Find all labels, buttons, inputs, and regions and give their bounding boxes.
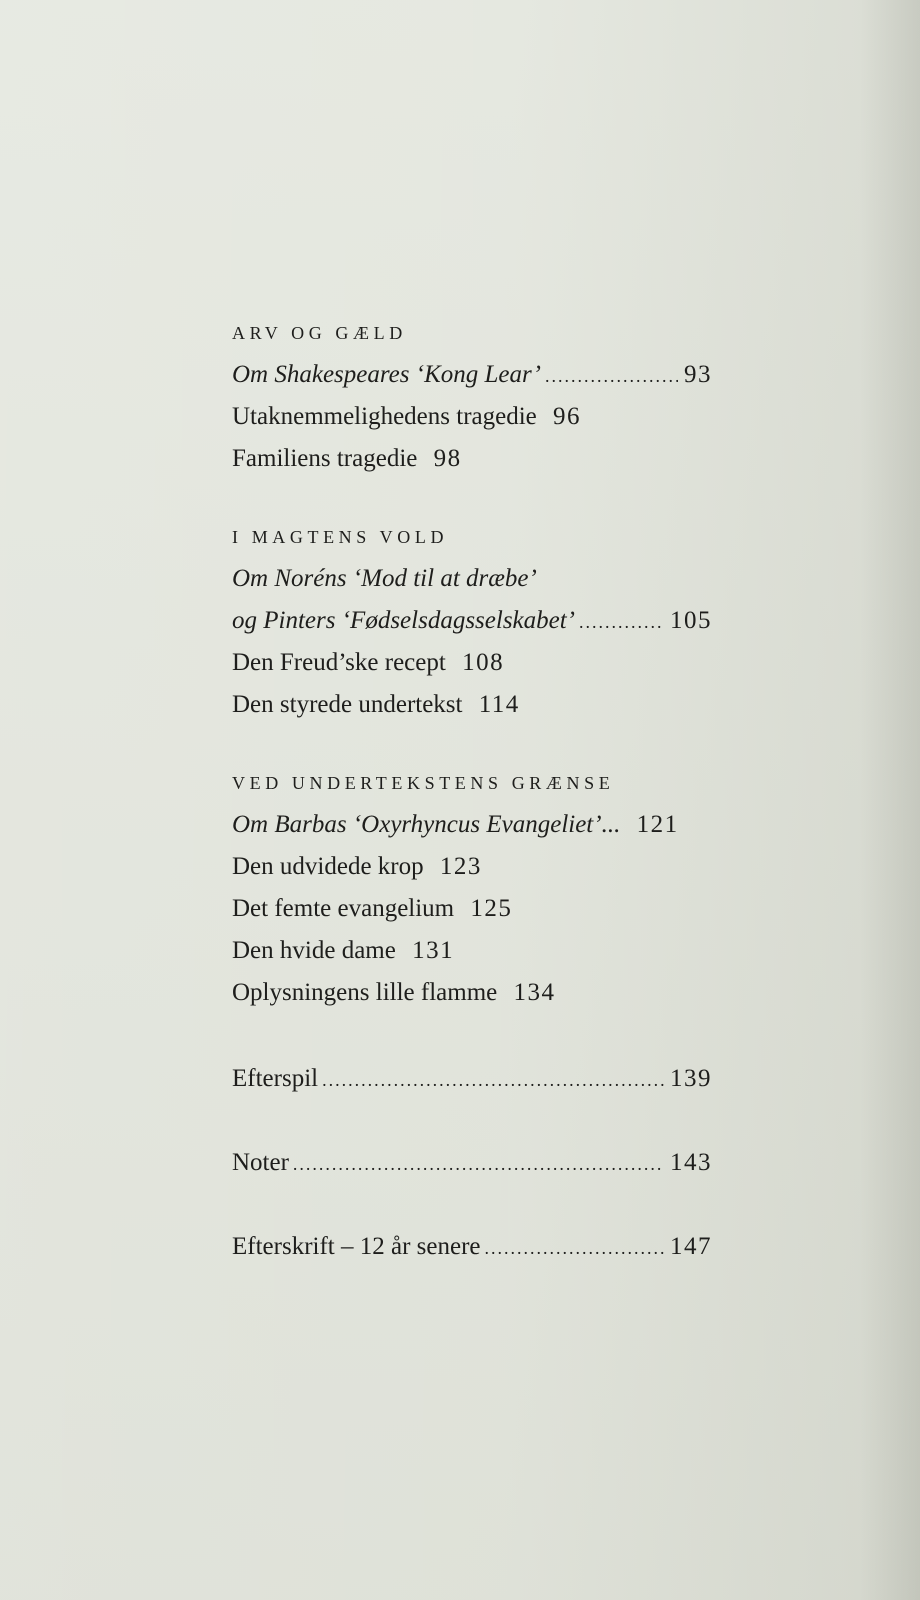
- toc-section-ved-underteksten: [232, 770, 712, 1014]
- entry-title: Efterskrift – 12 år senere: [232, 1233, 481, 1260]
- entry-title: Den styrede undertekst: [232, 691, 463, 718]
- toc-entry: [232, 438, 712, 480]
- page-number: 131: [412, 937, 455, 964]
- page-number: 96: [553, 403, 581, 430]
- entry-title: Efterspil: [232, 1065, 319, 1092]
- page-number: 143: [670, 1149, 712, 1176]
- toc-entry: [232, 930, 712, 972]
- section-heading: VED UNDERTEKSTENS GRÆNSE: [232, 773, 615, 793]
- toc-section-arv-og-gaeld: [232, 320, 712, 480]
- dot-leader: [579, 601, 664, 643]
- entry-title: Om Shakespeares ‘Kong Lear’: [232, 361, 541, 388]
- toc-entry: [232, 558, 712, 600]
- entry-title: Det femte evangelium: [232, 895, 455, 922]
- page-number: 123: [439, 853, 482, 880]
- toc-entry-noter: [232, 1142, 712, 1184]
- dot-leader: [545, 355, 678, 397]
- page-number: 105: [670, 607, 712, 634]
- entry-title: Den Freud’ske recept: [232, 649, 446, 676]
- toc-entry: [232, 972, 712, 1014]
- toc-entry: [232, 846, 712, 888]
- toc-entry: [232, 600, 712, 642]
- entry-title: Utaknemmelighedens tragedie: [232, 403, 537, 430]
- page-number: 114: [478, 691, 520, 718]
- entry-title: Familiens tragedie: [232, 445, 418, 472]
- toc-entry: [232, 642, 712, 684]
- toc-section-i-magtens-vold: [232, 524, 712, 726]
- toc-entry: [232, 684, 712, 726]
- page-number: 134: [513, 979, 556, 1006]
- page-number: 147: [670, 1233, 712, 1260]
- toc-entry: [232, 354, 712, 396]
- page-number: 108: [462, 649, 505, 676]
- entry-title: Oplysningens lille flamme: [232, 979, 498, 1006]
- toc-backmatter: [232, 1058, 712, 1268]
- toc-entry: [232, 396, 712, 438]
- entry-title: Den hvide dame: [232, 937, 396, 964]
- table-of-contents: [232, 320, 712, 1310]
- dot-leader: [293, 1143, 664, 1185]
- toc-entry-efterskrift: [232, 1226, 712, 1268]
- dot-leader: [322, 1059, 664, 1101]
- entry-title: Om Barbas ‘Oxyrhyncus Evangeliet’...: [232, 811, 621, 838]
- entry-title: Om Noréns ‘Mod til at dræbe’: [232, 565, 537, 592]
- page-number: 121: [636, 811, 679, 838]
- entry-title: Noter: [232, 1149, 289, 1176]
- section-heading: I MAGTENS VOLD: [232, 527, 449, 547]
- section-heading: ARV OG GÆLD: [232, 323, 407, 343]
- toc-entry-efterspil: [232, 1058, 712, 1100]
- page-shadow: [860, 0, 920, 1600]
- page-number: 139: [670, 1065, 712, 1092]
- toc-entry: [232, 888, 712, 930]
- entry-title: og Pinters ‘Fødselsdagsselskabet’: [232, 607, 576, 634]
- page-number: 98: [433, 445, 462, 472]
- entry-title: Den udvidede krop: [232, 853, 424, 880]
- page-number: 125: [470, 895, 513, 922]
- dot-leader: [485, 1227, 665, 1269]
- page-number: 93: [684, 361, 712, 388]
- toc-entry: [232, 804, 712, 846]
